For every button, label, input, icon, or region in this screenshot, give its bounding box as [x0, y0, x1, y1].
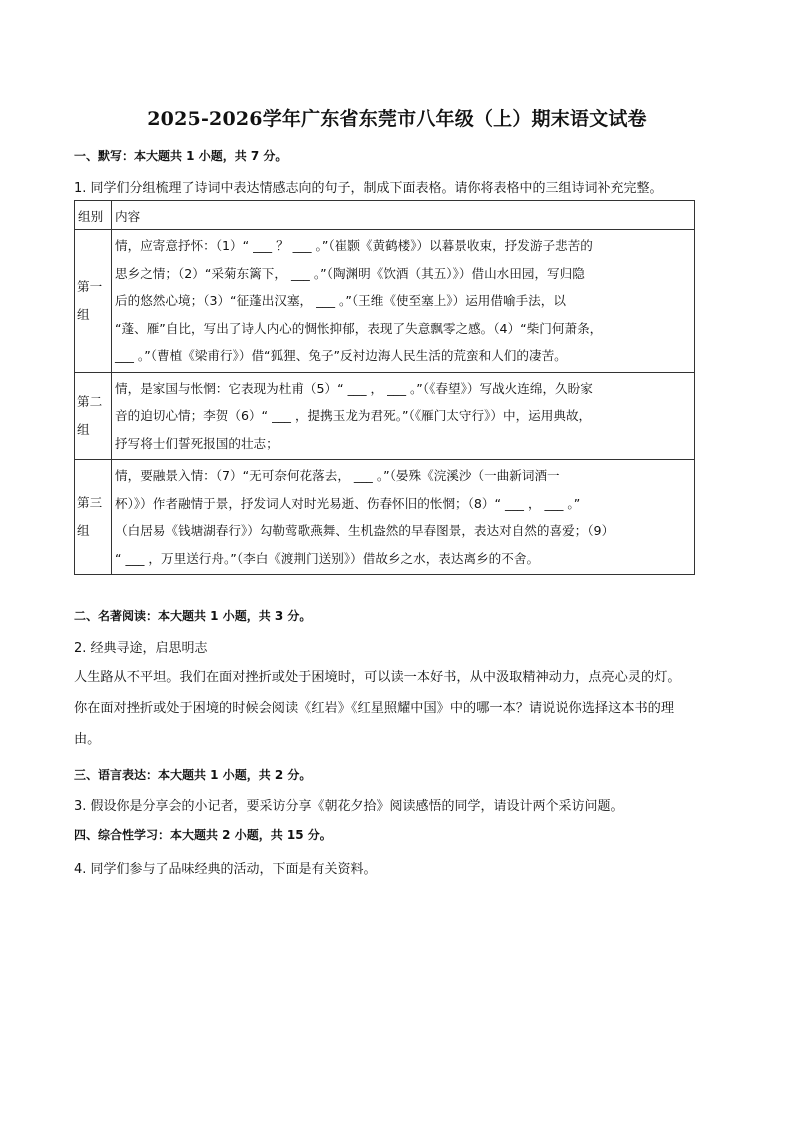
header-group: 组别: [75, 201, 112, 230]
content-line: 后的悠然心境；（3）“征蓬出汉塞， ___ 。”（王维《使至塞上》）运用借喻手法，以: [115, 293, 566, 308]
question-2-body: [74, 662, 724, 755]
group-cell-1: [75, 230, 112, 373]
content-cell-2: [112, 372, 695, 460]
group-label: 组: [77, 306, 90, 322]
group-label: 组: [77, 421, 90, 437]
content-line: 情，要融景入情：（7）“无可奈何花落去， ___ 。”（晏殊《浣溪沙（一曲新词酒一: [115, 468, 560, 483]
content-line: ___ 。”（曹植《梁甫行》）借“狐狸、兔子”反衬边海人民生活的荒蛮和人们的凄苦。: [115, 348, 567, 363]
section-heading-3: 三、语言表达：本大题共 1 小题，共 2 分。: [74, 768, 312, 782]
content-line: “蓬、雁”自比，写出了诗人内心的惆怅抑郁，表现了失意飘零之感。（4）“柴门何萧条，: [115, 320, 603, 336]
question-3-prompt: 3. 假设你是分享会的小记者，要采访分享《朝花夕拾》阅读感悟的同学，请设计两个采访问题。: [74, 799, 624, 814]
table-header-row: [75, 201, 695, 230]
group-label: 第一: [77, 278, 103, 294]
group-cell-2: [75, 372, 112, 460]
section-heading-4: 四、综合性学习：本大题共 2 小题，共 15 分。: [74, 828, 332, 842]
exam-title: 2025-2026学年广东省东莞市八年级（上）期末语文试卷: [147, 108, 647, 130]
group-cell-3: [75, 460, 112, 575]
content-line: 抒写将士们誓死报国的壮志；: [115, 435, 279, 451]
content-line: （白居易《钱塘湖春行》）勾勒莺歌燕舞、生机盎然的早春图景，表达对自然的喜爱；（9）: [115, 523, 615, 538]
content-line: 思乡之情；（2）“采菊东篱下， ___ 。”（陶渊明《饮酒（其五）》）借山水田园，写归隐: [115, 265, 585, 281]
question-1-prompt: 1. 同学们分组梳理了诗词中表达情感志向的句子，制成下面表格。请你将表格中的三组诗词补充完整。: [74, 181, 663, 196]
table-row: [75, 230, 695, 373]
table-row: [75, 460, 695, 575]
table-row: [75, 372, 695, 460]
question-2-title: 2. 经典寻途，启思明志: [74, 641, 208, 656]
group-label: 组: [77, 523, 90, 538]
content-line: “ ___ ，万里送行舟。”（李白《渡荆门送别》）借故乡之水，表达离乡的不舍。: [115, 550, 540, 566]
content-line: 杯）》）作者融情于景，抒发词人对时光易逝、伤春怀旧的怅惘；（8）“ ___ ， ___ 。”: [115, 495, 581, 511]
content-line: 音的迫切心情；李贺（6）“ ___ ，提携玉龙为君死。”（《雁门太守行》）中，运用典故，: [115, 408, 592, 423]
poem-table: [74, 200, 695, 575]
paragraph-line: 人生路从不平坦。我们在面对挫折或处于困境时，可以读一本好书，从中汲取精神动力，点亮心灵的灯。: [74, 670, 681, 685]
question-4-prompt: 4. 同学们参与了品味经典的活动，下面是有关资料。: [74, 862, 377, 877]
section-heading-1: 一、默写：本大题共 1 小题，共 7 分。: [74, 149, 288, 163]
content-line: 情，应寄意抒怀：（1）“ ___ ？ ___ 。”（崔颢《黄鹤楼》）以暮景收束，抒发游子悲苦的: [115, 238, 593, 253]
group-label: 第二: [77, 393, 103, 409]
content-line: 情，是家国与怅惘：它表现为杜甫（5）“ ___ ， ___ 。”（《春望》）写战火连绵，久盼家: [115, 380, 593, 396]
paragraph-line: 由。: [74, 732, 101, 747]
content-cell-1: [112, 230, 695, 373]
section-heading-2: 二、名著阅读：本大题共 1 小题，共 3 分。: [74, 609, 312, 623]
group-label: 第三: [77, 495, 103, 510]
paragraph-line: 你在面对挫折或处于困境的时候会阅读《红岩》《红星照耀中国》中的哪一本？请说说你选择这本书的理: [74, 701, 675, 716]
content-cell-3: [112, 460, 695, 575]
header-content: 内容: [112, 201, 695, 230]
